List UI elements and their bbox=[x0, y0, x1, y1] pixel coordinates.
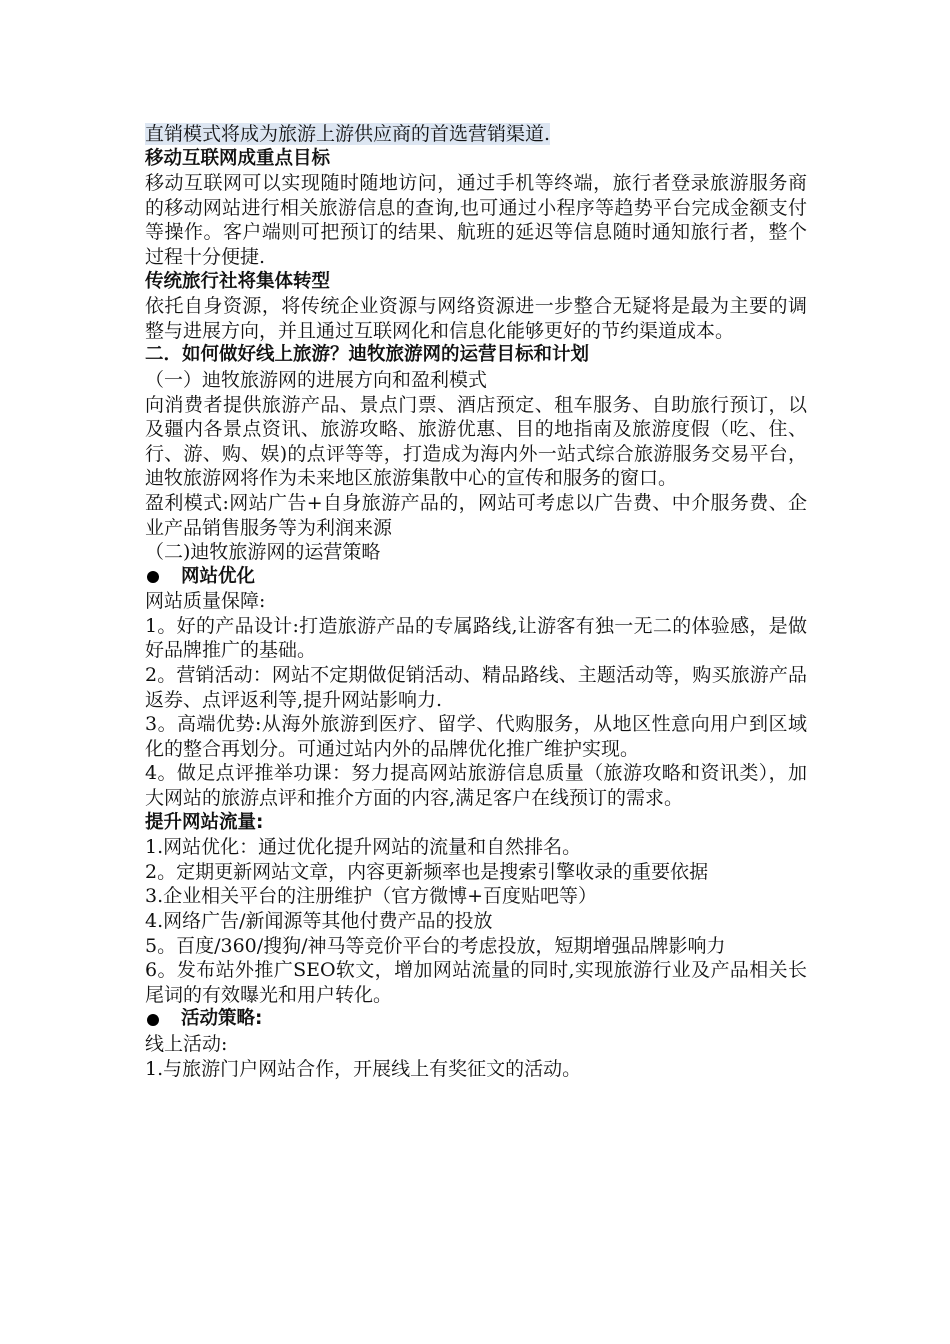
list-item: 6。发布站外推广SEO软文，增加网站流量的同时,实现旅游行业及产品相关长尾词的有效曝光和用户转化。 bbox=[145, 959, 807, 1006]
list-item: 3.企业相关平台的注册维护（官方微博+百度贴吧等） bbox=[145, 885, 598, 908]
document-page bbox=[145, 122, 807, 1081]
bullet-label: 活动策略: bbox=[181, 1008, 263, 1030]
list-item: 4。做足点评推举功课：努力提高网站旅游信息质量（旅游攻略和资讯类），加大网站的旅游点评和推介方面的内容,满足客户在线预订的需求。 bbox=[145, 762, 807, 810]
list-item: 3。高端优势:从海外旅游到医疗、留学、代购服务，从地区性意向用户到区域化的整合再划分。可通过站内外的品牌优化推广维护实现。 bbox=[145, 713, 807, 760]
bullet-activity-strategy bbox=[145, 1007, 807, 1032]
list-item: 5。百度/360/搜狗/神马等竞价平台的考虑投放，短期增强品牌影响力 bbox=[145, 934, 726, 957]
paragraph-profit: 盈利模式:网站广告+自身旅游产品的，网站可考虑以广告费、中介服务费、企业产品销售服务等为利润来源 bbox=[145, 491, 807, 539]
bullet-dot-icon bbox=[147, 571, 159, 583]
list-item: 2。定期更新网站文章，内容更新频率也是搜索引擎收录的重要依据 bbox=[145, 860, 709, 883]
intro-line bbox=[145, 122, 807, 147]
online-label: 线上活动: bbox=[145, 1032, 228, 1055]
paragraph-agency: 依托自身资源，将传统企业资源与网络资源进一步整合无疑将是最为主要的调整与进展方向，并且通过互联网化和信息化能够更好的节约渠道成本。 bbox=[145, 295, 807, 342]
heading-mobile: 移动互联网成重点目标 bbox=[145, 147, 331, 169]
bullet-dot-icon bbox=[147, 1014, 159, 1026]
section-heading-2: 二．如何做好线上旅游？迪牧旅游网的运营目标和计划 bbox=[145, 344, 590, 366]
list-item: 1。好的产品设计:打造旅游产品的专属路线,让游客有独一无二的体验感，是做好品牌推广的基础。 bbox=[145, 614, 807, 662]
list-item: 2。营销活动：网站不定期做促销活动、精品路线、主题活动等，购买旅游产品返券、点评返利等,提升网站影响力. bbox=[145, 664, 807, 711]
list-item: 1.与旅游门户网站合作，开展线上有奖征文的活动。 bbox=[145, 1057, 582, 1080]
bullet-label: 网站优化 bbox=[181, 565, 256, 587]
subheading-1: （一）迪牧旅游网的进展方向和盈利模式 bbox=[145, 368, 488, 391]
heading-agency: 传统旅行社将集体转型 bbox=[145, 270, 331, 292]
bullet-site-optimization bbox=[145, 565, 807, 590]
highlighted-text: 直销模式将成为旅游上游供应商的首选营销渠道. bbox=[145, 123, 551, 145]
list-item: 1.网站优化：通过优化提升网站的流量和自然排名。 bbox=[145, 836, 582, 859]
quality-label: 网站质量保障: bbox=[145, 590, 266, 613]
heading-traffic: 提升网站流量: bbox=[145, 811, 264, 833]
paragraph-mobile: 移动互联网可以实现随时随地访问，通过手机等终端，旅行者登录旅游服务商的移动网站进行相关旅游信息的查询,也可通过小程序等趋势平台完成金额支付等操作。客户端则可把预订的结果、航班的延迟等信息随时通知旅行者，整个过程十分便捷. bbox=[145, 172, 807, 268]
subheading-2: （二)迪牧旅游网的运营策略 bbox=[145, 541, 381, 564]
list-item: 4.网络广告/新闻源等其他付费产品的投放 bbox=[145, 910, 493, 932]
paragraph-direction: 向消费者提供旅游产品、景点门票、酒店预定、租车服务、自助旅行预订，以及疆内各景点资讯、旅游攻略、旅游优惠、目的地指南及旅游度假（吃、住、行、游、购、娱)的点评等等，打造成为海内外一站式综合旅游服务交易平台，迪牧旅游网将作为未来地区旅游集散中心的宣传和服务的窗口。 bbox=[145, 393, 807, 490]
